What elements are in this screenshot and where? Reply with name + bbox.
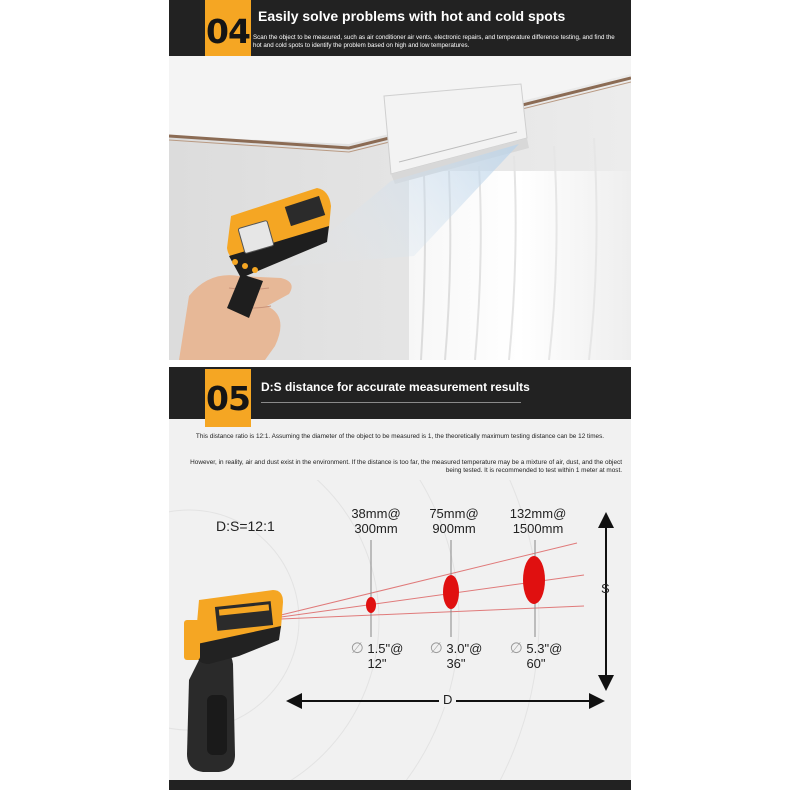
spot-imperial-label: ∅ 1.5"@ 12" bbox=[350, 640, 404, 671]
section-hot-cold-spots bbox=[169, 0, 631, 360]
diameter-icon: ∅ bbox=[350, 640, 364, 657]
diameter-icon: ∅ bbox=[429, 640, 443, 657]
section-description: Scan the object to be measured, such as air conditioner air vents, electronic repairs, and temperature difference testing, and find the hot and cold spots to identify the problem based on high and low temperatures. bbox=[253, 34, 615, 49]
spot-metric-label: 38mm@ 300mm bbox=[351, 506, 401, 536]
spot-metric-label: 75mm@ 900mm bbox=[429, 506, 479, 536]
s-axis-label: S bbox=[601, 581, 610, 596]
section-number-badge: 04 bbox=[205, 0, 251, 62]
diameter-icon: ∅ bbox=[509, 640, 523, 657]
spot-imperial-label: ∅ 5.3"@ 60" bbox=[509, 640, 563, 671]
bottom-bar bbox=[169, 780, 631, 790]
environment-note: However, in reality, air and dust exist in the environment. If the distance is too far, the measured temperature may be a mixture of air, dust, and the object being tested. It is recommended to test within 1 meter at most. bbox=[190, 459, 622, 474]
spot-imperial-label: ∅ 3.0"@ 36" bbox=[429, 640, 483, 671]
section-title: Easily solve problems with hot and cold spots bbox=[258, 8, 566, 24]
thermometer-gun-icon bbox=[184, 590, 283, 772]
measurement-spot-large bbox=[523, 556, 545, 604]
spot-metric-label: 132mm@ 1500mm bbox=[509, 506, 567, 536]
d-axis-label: D bbox=[439, 692, 456, 707]
measurement-spot-medium bbox=[443, 575, 459, 609]
s-axis-arrow bbox=[598, 512, 614, 691]
ratio-note: This distance ratio is 12:1. Assuming the diameter of the object to be measured is 1, the theoretically maximum testing distance can be 12 times. bbox=[195, 433, 605, 440]
section-title: D:S distance for accurate measurement results bbox=[261, 380, 530, 394]
title-underline bbox=[261, 402, 521, 403]
air-conditioner-photo bbox=[169, 56, 631, 360]
ds-ratio-label: D:S=12:1 bbox=[216, 518, 275, 534]
measurement-spot-small bbox=[366, 597, 376, 613]
section-number-badge: 05 bbox=[205, 369, 251, 427]
